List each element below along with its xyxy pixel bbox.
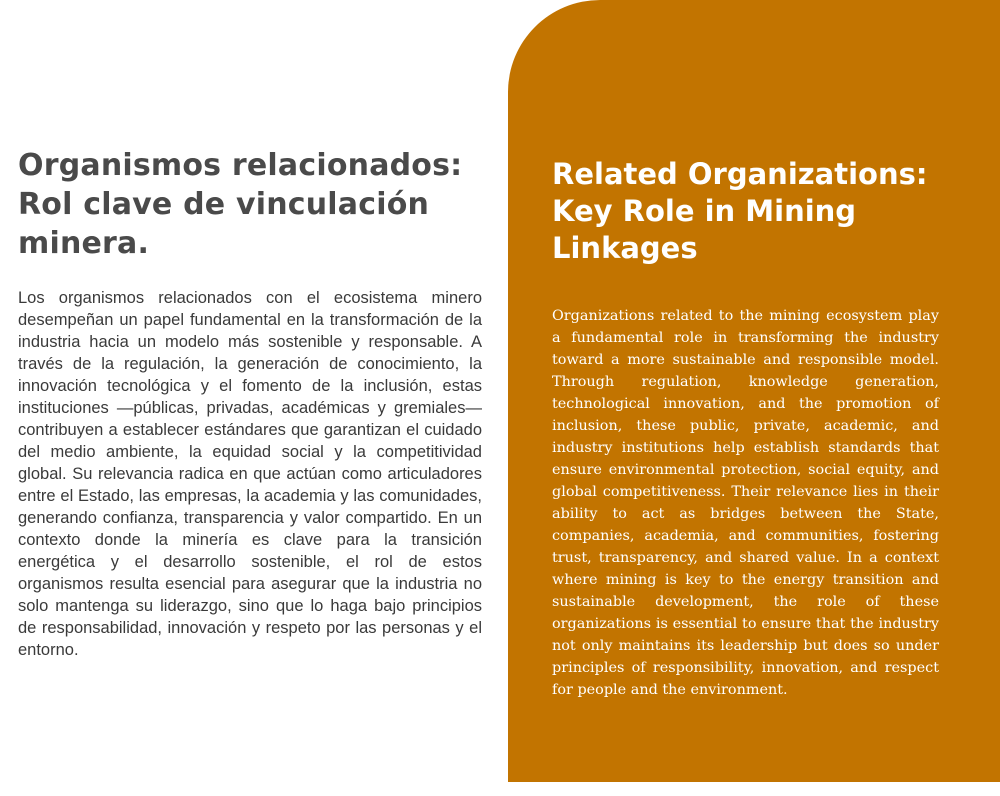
english-panel <box>508 0 1000 782</box>
spanish-body: Los organismos relacionados con el ecosistema minero desempeñan un papel fundamental en la transformación de la industria hacia un modelo más sostenible y responsable. A través de la regulación, la generación de conocimiento, la innovación tecnológica y el fomento de la inclusión, estas instituciones —públicas, privadas, académicas y gremiales— contribuyen a establecer estándares que garantizan el cuidado del medio ambiente, la equidad social y la competitividad global. Su relevancia radica en que actúan como articuladores entre el Estado, las empresas, la academia y las comunidades, generando confianza, transparencia y valor compartido. En un contexto donde la minería es clave para la transición energética y el desarrollo sostenible, el rol de estos organismos resulta esencial para asegurar que la industria no solo mantenga su liderazgo, sino que lo haga bajo principios de responsabilidad, innovación y respeto por las personas y el entorno. <box>18 289 482 659</box>
spanish-title: Organismos relacionados: Rol clave de vinculación minera. <box>18 148 463 261</box>
english-body: Organizations related to the mining ecosystem play a fundamental role in transforming the industry toward a more sustainable and responsible model. Through regulation, knowledge generation, technological innovation, and the promotion of inclusion, these public, private, academic, and industry institutions help establish standards that ensure environmental protection, social equity, and global competitiveness. Their relevance lies in their ability to act as bridges between the State, companies, academia, and communities, fostering trust, transparency, and shared value. In a context where mining is key to the energy transition and sustainable development, the role of these organizations is essential to ensure that the industry not only maintains its leadership but does so under principles of responsibility, innovation, and respect for people and the environment. <box>552 308 939 698</box>
english-section <box>552 156 939 701</box>
english-title: Related Organizations: Key Role in Mining Linkages <box>552 157 928 265</box>
spanish-section <box>18 146 482 661</box>
